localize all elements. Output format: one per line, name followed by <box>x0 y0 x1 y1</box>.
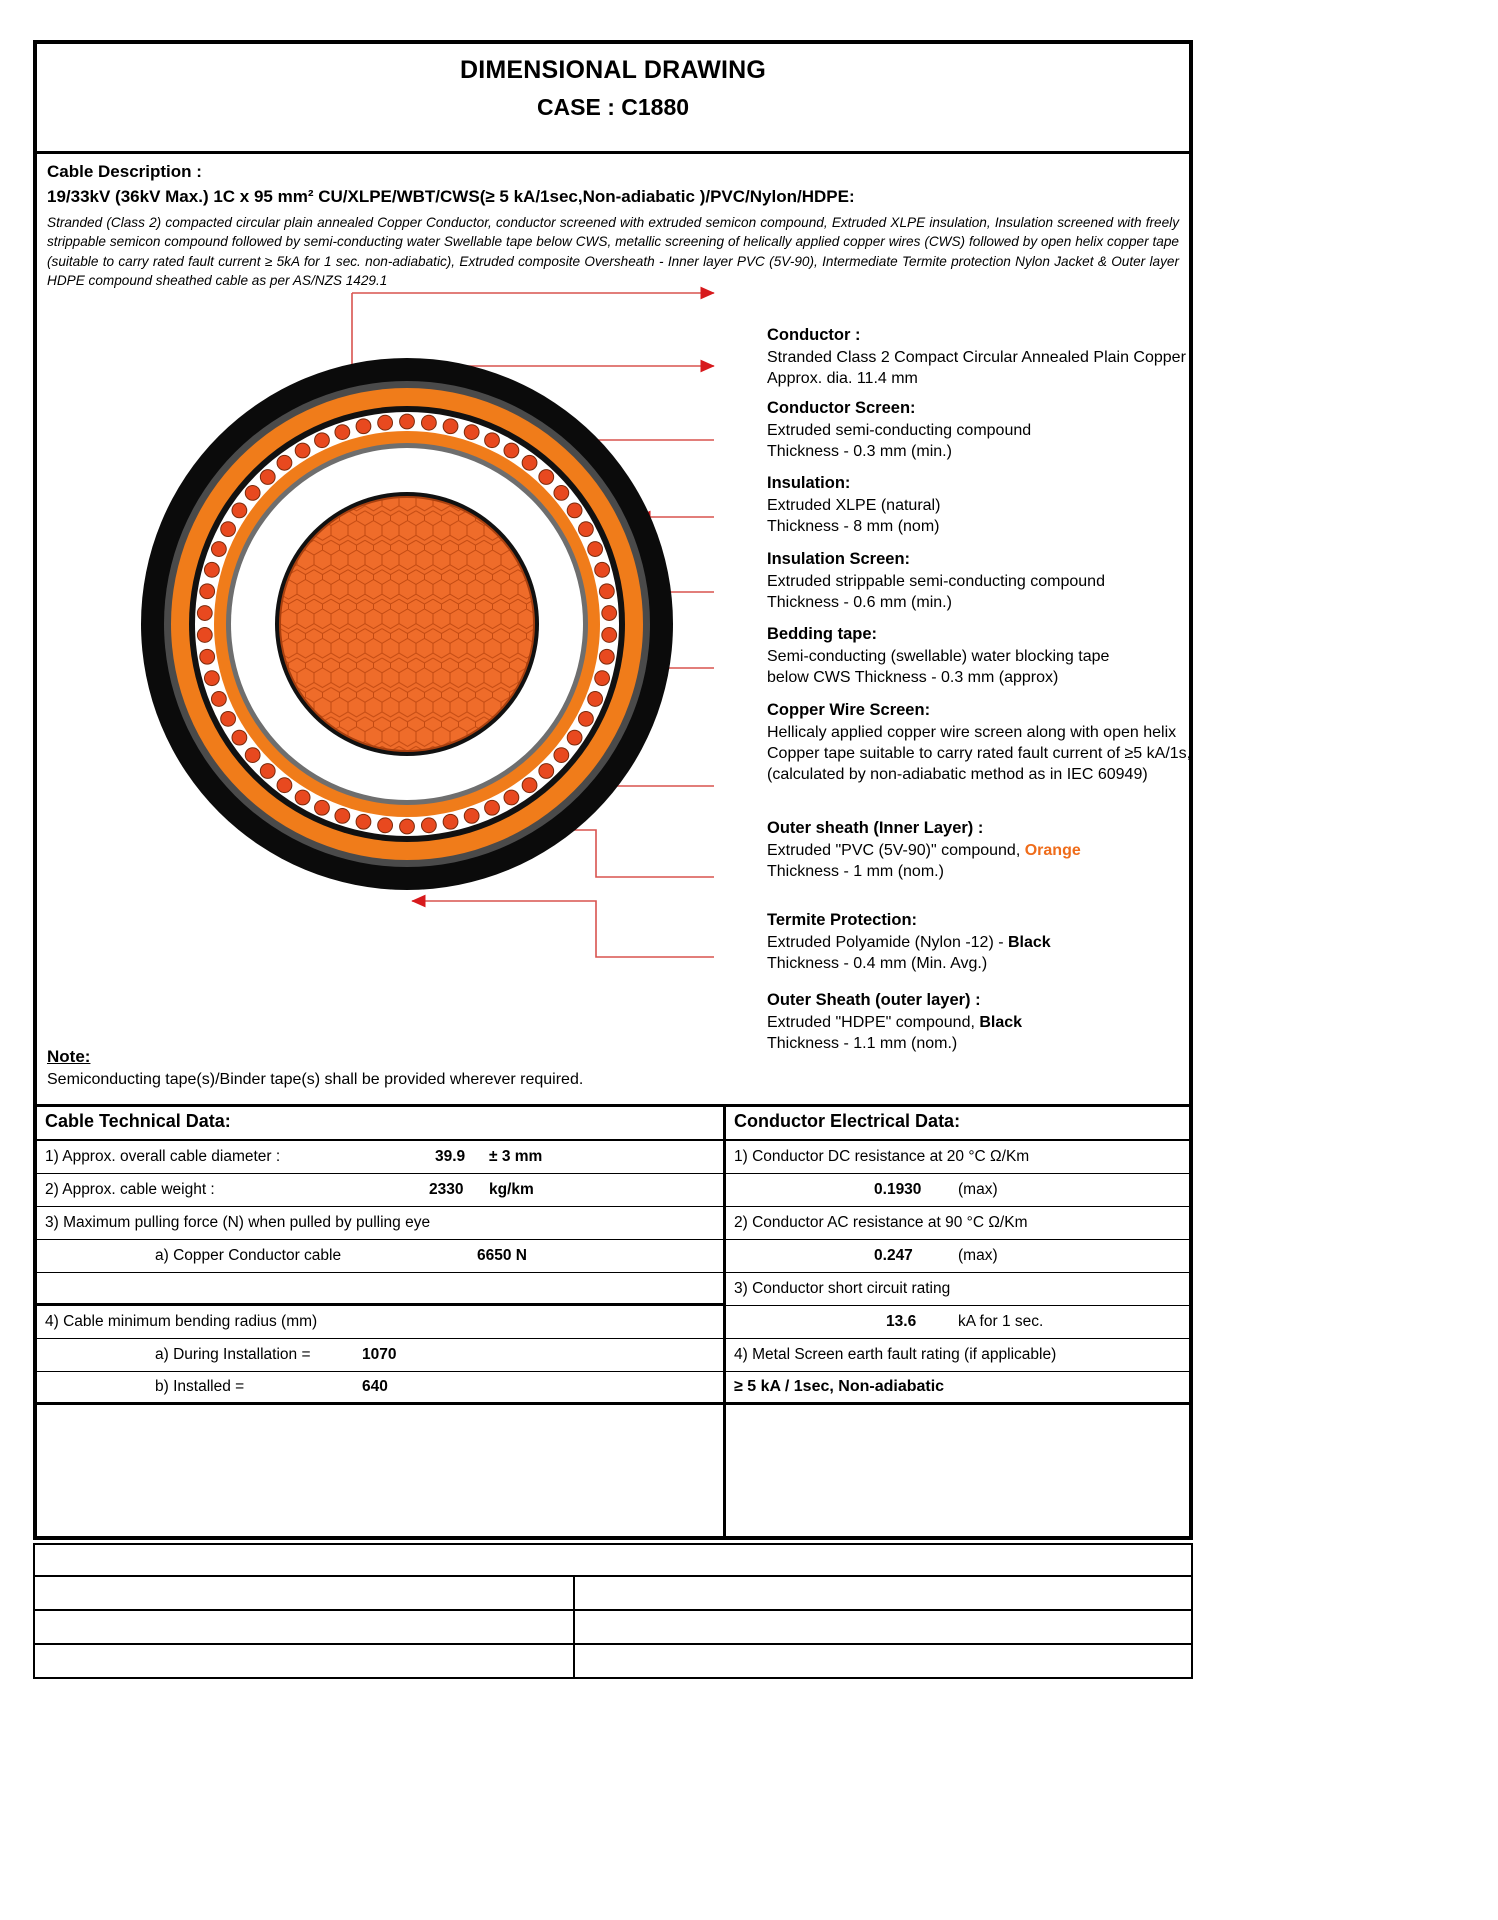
row-label: 3) Conductor short circuit rating <box>734 1280 951 1297</box>
callout-line-text: Extruded "HDPE" compound, <box>767 1013 980 1031</box>
table-row <box>37 1306 723 1339</box>
copper-wire <box>599 649 614 664</box>
copper-wire <box>421 415 436 430</box>
cable-cross-section-svg <box>127 344 687 904</box>
copper-wire <box>485 433 500 448</box>
copper-wire <box>539 764 554 779</box>
row-label: 1) Approx. overall cable diameter : <box>45 1148 281 1165</box>
copper-wire <box>197 606 212 621</box>
copper-wire <box>200 649 215 664</box>
copper-wire <box>204 562 219 577</box>
copper-wire <box>504 443 519 458</box>
callout-line: Hellicaly applied copper wire screen along with open helix <box>767 723 1177 741</box>
copper-wire <box>232 730 247 745</box>
copper-wire <box>595 671 610 686</box>
callout-line: Thickness - 1.1 mm (nom.) <box>767 1035 958 1053</box>
callout-line: Extruded XLPE (natural) <box>767 496 941 514</box>
row-sublabel: a) Copper Conductor cable <box>155 1247 342 1264</box>
copper-wire <box>504 790 519 805</box>
copper-wire <box>356 814 371 829</box>
table-row <box>726 1306 1189 1339</box>
copper-wire <box>221 522 236 537</box>
copper-wire <box>522 778 537 793</box>
row-label: 4) Metal Screen earth fault rating (if applicable) <box>734 1346 1057 1363</box>
row-label: 2) Approx. cable weight : <box>45 1181 215 1198</box>
table-row <box>726 1273 1189 1306</box>
case-number: CASE : C1880 <box>536 94 690 120</box>
row-value: 2330 <box>429 1181 464 1198</box>
table-row <box>726 1240 1189 1273</box>
row-value: 640 <box>362 1378 388 1395</box>
callout-line: Thickness - 0.6 mm (min.) <box>767 594 952 612</box>
copper-wire <box>602 628 617 643</box>
footer-cell <box>35 1611 575 1643</box>
copper-wire <box>197 628 212 643</box>
description-body: Stranded (Class 2) compacted circular plain annealed Copper Conductor, conductor screened with extruded semicon compound, Extruded XLPE insulation, Insulation screened with freely strippable semicon compound followed by semi-conducting water Swellable tape below CWS, metallic screening of helically applied copper wires (CWS) followed by open helix copper tape (suitable to carry rated fault current ≥ 5kA for 1 sec. non-adiabatic), Extruded composite Oversheath - Inner layer PVC (5V-90), Intermediate Termite protection Nylon Jacket & Outer layer HDPE compound sheathed cable as per AS/NZS 1429.1 <box>47 215 1179 288</box>
copper-wire <box>221 711 236 726</box>
copper-wire <box>464 425 479 440</box>
copper-wire <box>277 455 292 470</box>
note-heading: Note: <box>47 1047 91 1066</box>
table-row <box>726 1207 1189 1240</box>
footer-row <box>33 1611 1193 1645</box>
copper-wire <box>579 711 594 726</box>
callout-conductor-screen <box>767 398 1031 462</box>
table-row <box>37 1372 723 1405</box>
row-unit: kg/km <box>489 1181 534 1198</box>
copper-wire <box>378 415 393 430</box>
callout-color-keyword: Black <box>979 1013 1023 1031</box>
callout-conductor <box>767 325 1186 389</box>
row-value: 0.1930 <box>874 1181 922 1198</box>
copper-wire <box>599 584 614 599</box>
copper-wire <box>260 764 275 779</box>
copper-wire <box>295 443 310 458</box>
copper-wire <box>277 778 292 793</box>
conductor-electrical-data-title: Conductor Electrical Data: <box>734 1111 961 1131</box>
callout-title: Outer sheath (Inner Layer) : <box>767 819 984 837</box>
drawing-sheet <box>33 40 1193 1540</box>
callout-line: Thickness - 0.3 mm (min.) <box>767 443 952 461</box>
callout-line <box>767 840 1081 861</box>
copper-wire <box>567 730 582 745</box>
callout-line: below CWS Thickness - 0.3 mm (approx) <box>767 669 1059 687</box>
callout-bedding-tape <box>767 624 1109 688</box>
copper-wire <box>378 818 393 833</box>
copper-wire <box>567 503 582 518</box>
copper-wire <box>211 692 226 707</box>
row-value: 1070 <box>362 1346 397 1363</box>
row-unit: (max) <box>958 1181 998 1198</box>
footer-grid <box>33 1543 1193 1683</box>
copper-wire <box>335 809 350 824</box>
copper-wire <box>315 433 330 448</box>
copper-wire <box>245 748 260 763</box>
copper-wire <box>245 486 260 501</box>
copper-wire <box>595 562 610 577</box>
callout-insulation-screen <box>767 549 1105 613</box>
table-row <box>726 1141 1189 1174</box>
callout-line: Thickness - 1 mm (nom.) <box>767 863 944 881</box>
copper-wire <box>588 692 603 707</box>
row-value: 39.9 <box>435 1148 466 1165</box>
cable-technical-data-table <box>37 1107 726 1540</box>
table-row-blank <box>726 1405 1189 1438</box>
callout-line: Extruded strippable semi-conducting compound <box>767 572 1105 590</box>
copper-wire <box>588 542 603 557</box>
footer-cell <box>35 1545 1191 1575</box>
table-row <box>37 1207 723 1240</box>
copper-wire <box>421 818 436 833</box>
conductor-electrical-data-table <box>726 1107 1189 1540</box>
copper-wire <box>200 584 215 599</box>
copper-wire <box>295 790 310 805</box>
callout-color-keyword: Orange <box>1024 841 1081 859</box>
footer-row <box>33 1645 1193 1679</box>
copper-wire <box>260 470 275 485</box>
callout-line: Approx. dia. 11.4 mm <box>767 370 918 388</box>
copper-wire <box>522 455 537 470</box>
table-row <box>37 1174 723 1207</box>
row-label: 2) Conductor AC resistance at 90 °C Ω/Km <box>734 1214 1028 1231</box>
callout-line-text: Extruded "PVC (5V-90)" compound, <box>767 841 1025 859</box>
copper-wire <box>485 800 500 815</box>
row-value: 6650 N <box>477 1247 527 1264</box>
footer-cell <box>575 1645 1191 1677</box>
page-title: DIMENSIONAL DRAWING <box>459 56 767 84</box>
description-spec: 19/33kV (36kV Max.) 1C x 95 mm² CU/XLPE/WBT/CWS(≥ 5 kA/1sec,Non-adiabatic )/PVC/Nylon/HDPE: <box>47 187 855 206</box>
callout-title: Bedding tape: <box>767 625 877 643</box>
note-text: Semiconducting tape(s)/Binder tape(s) shall be provided wherever required. <box>47 1071 584 1088</box>
callout-title: Termite Protection: <box>767 911 918 929</box>
footer-cell <box>575 1611 1191 1643</box>
row-value: 0.247 <box>874 1247 913 1264</box>
callout-line: Stranded Class 2 Compact Circular Annealed Plain Copper <box>767 348 1186 366</box>
copper-wire <box>602 606 617 621</box>
row-value: 13.6 <box>886 1313 917 1330</box>
copper-wire <box>211 542 226 557</box>
copper-wire <box>335 425 350 440</box>
table-row <box>726 1372 1189 1405</box>
callout-line: Thickness - 0.4 mm (Min. Avg.) <box>767 955 988 973</box>
footer-cell <box>35 1645 575 1677</box>
copper-wire <box>315 800 330 815</box>
copper-wire <box>204 671 219 686</box>
table-header-row <box>726 1107 1189 1141</box>
row-label: 4) Cable minimum bending radius (mm) <box>45 1313 318 1330</box>
callout-line <box>767 1012 1022 1033</box>
copper-wire <box>554 748 569 763</box>
callout-copper-wire-screen <box>767 700 1191 786</box>
cable-cross-section-drawing <box>127 344 687 904</box>
row-sublabel: a) During Installation = <box>155 1346 311 1363</box>
callout-line: Copper tape suitable to carry rated fault current of ≥5 kA/1s, <box>767 745 1192 763</box>
row-unit: kA for 1 sec. <box>958 1313 1044 1330</box>
data-tables <box>37 1104 1189 1540</box>
row-label: 3) Maximum pulling force (N) when pulled by pulling eye <box>45 1214 431 1231</box>
callout-line: (calculated by non-adiabatic method as in IEC 60949) <box>767 766 1148 784</box>
callout-title: Conductor Screen: <box>767 399 916 417</box>
callout-line: Thickness - 8 mm (nom) <box>767 518 940 536</box>
table-row <box>726 1339 1189 1372</box>
callout-outer-sheath-outer-layer <box>767 990 1022 1054</box>
copper-wire <box>579 522 594 537</box>
table-row <box>37 1240 723 1273</box>
callout-title: Copper Wire Screen: <box>767 701 931 719</box>
table-row-blank <box>37 1405 723 1438</box>
table-row <box>37 1339 723 1372</box>
footer-row <box>33 1577 1193 1611</box>
copper-wire <box>400 819 415 834</box>
description-label: Cable Description : <box>47 162 202 181</box>
copper-wire <box>464 809 479 824</box>
copper-wire <box>539 470 554 485</box>
cable-description-block <box>37 154 1189 294</box>
callout-insulation <box>767 473 940 537</box>
table-row <box>726 1174 1189 1207</box>
footer-cell <box>575 1577 1191 1609</box>
cable-technical-data-title: Cable Technical Data: <box>45 1111 231 1131</box>
copper-wire <box>400 414 415 429</box>
table-header-row <box>37 1107 723 1141</box>
row-unit: ± 3 mm <box>489 1148 543 1165</box>
callout-color-keyword: Black <box>1007 933 1051 951</box>
copper-wire <box>443 419 458 434</box>
title-block <box>37 44 1189 154</box>
callout-line: Semi-conducting (swellable) water blocking tape <box>767 647 1110 665</box>
copper-wire <box>554 486 569 501</box>
callout-termite-protection <box>767 910 1051 974</box>
table-row-blank <box>37 1273 723 1306</box>
note-block <box>47 1047 747 1089</box>
callout-title: Conductor : <box>767 326 861 344</box>
table-row <box>37 1141 723 1174</box>
copper-wire <box>232 503 247 518</box>
copper-wire <box>443 814 458 829</box>
callout-outer-sheath-inner-layer <box>767 818 1081 882</box>
callout-line-text: Extruded Polyamide (Nylon -12) - <box>767 933 1008 951</box>
row-value: ≥ 5 kA / 1sec, Non-adiabatic <box>734 1378 945 1395</box>
callout-line <box>767 932 1051 953</box>
copper-wire <box>356 419 371 434</box>
callout-title: Insulation Screen: <box>767 550 911 568</box>
row-label: 1) Conductor DC resistance at 20 °C Ω/Km <box>734 1148 1030 1165</box>
footer-cell <box>35 1577 575 1609</box>
footer-row <box>33 1543 1193 1577</box>
row-unit: (max) <box>958 1247 998 1264</box>
callout-title: Insulation: <box>767 474 851 492</box>
layer-conductor <box>280 497 534 751</box>
callout-line: Extruded semi-conducting compound <box>767 421 1032 439</box>
callout-title: Outer Sheath (outer layer) : <box>767 991 981 1009</box>
row-sublabel: b) Installed = <box>155 1378 245 1395</box>
